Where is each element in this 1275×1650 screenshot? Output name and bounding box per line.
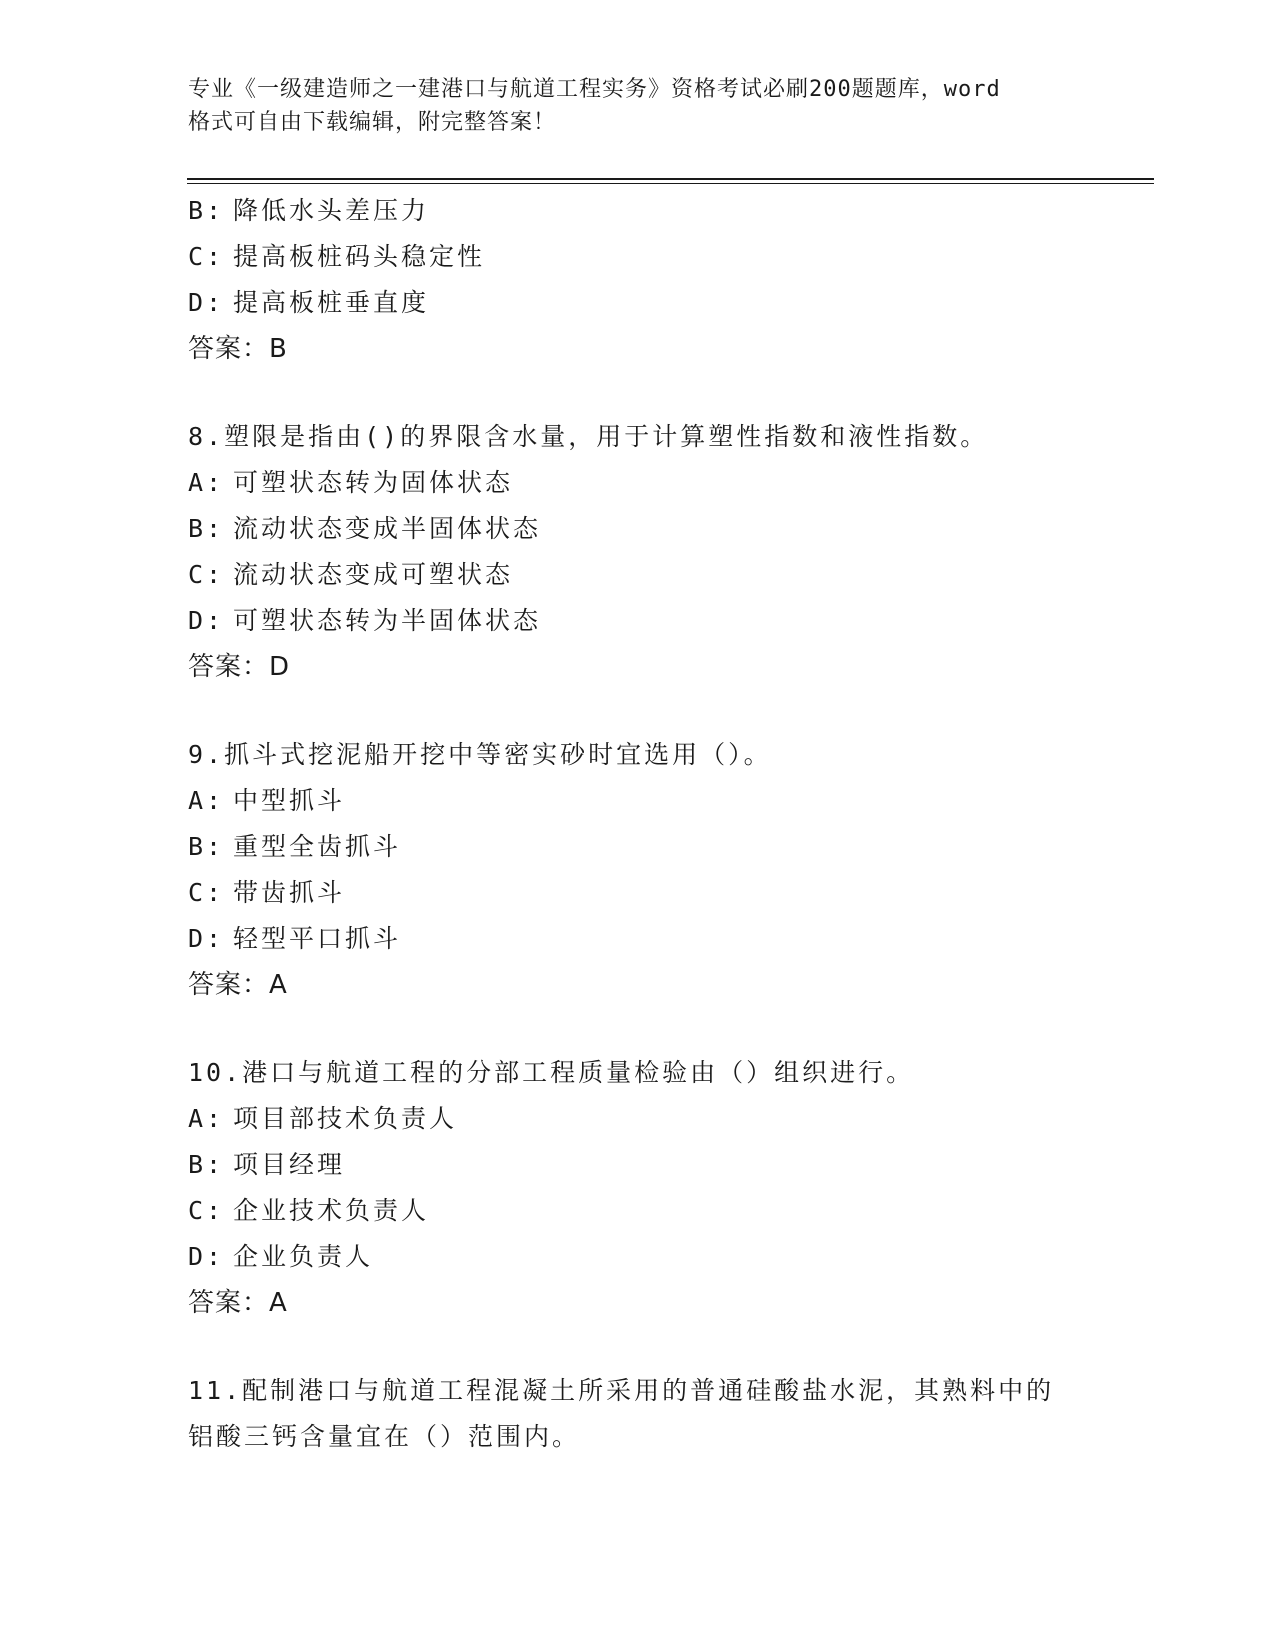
option-label: B: (188, 832, 225, 861)
option-text: 轻型平口抓斗 (233, 924, 402, 953)
document-header (188, 73, 1088, 139)
answer-line: 答案：B (188, 334, 288, 364)
option-c (188, 1188, 1088, 1234)
option-text: 带齿抓斗 (233, 878, 346, 907)
option-label: A: (188, 1104, 225, 1133)
option-c (188, 552, 1088, 598)
option-a (188, 778, 1088, 824)
option-label: B: (188, 196, 225, 225)
option-text: 流动状态变成可塑状态 (233, 560, 514, 589)
option-c (188, 870, 1088, 916)
question-block-8 (188, 414, 1088, 690)
header-title-line-2: 格式可自由下载编辑，附完整答案！ (188, 110, 557, 135)
option-text: 降低水头差压力 (233, 196, 430, 225)
option-text: 可塑状态转为固体状态 (233, 468, 514, 497)
option-a (188, 460, 1088, 506)
question-block-11 (188, 1368, 1088, 1460)
option-label: B: (188, 514, 225, 543)
option-label: A: (188, 786, 225, 815)
option-label: D: (188, 1242, 225, 1271)
answer-line: 答案：D (188, 652, 291, 682)
question-block-7 (188, 188, 1088, 372)
option-label: A: (188, 468, 225, 497)
option-label: C: (188, 242, 225, 271)
answer-line: 答案：A (188, 1288, 288, 1318)
header-title-line-1: 专业《一级建造师之一建港口与航道工程实务》资格考试必刷200题题库，word (188, 77, 1001, 102)
option-text: 重型全齿抓斗 (233, 832, 402, 861)
question-block-10 (188, 1050, 1088, 1326)
question-text-line-1: 11.配制港口与航道工程混凝土所采用的普通硅酸盐水泥，其熟料中的 (188, 1376, 1055, 1405)
option-d (188, 916, 1088, 962)
header-divider-thin (187, 183, 1154, 184)
option-c (188, 234, 1088, 280)
option-b (188, 1142, 1088, 1188)
spacer (188, 1008, 1088, 1050)
option-b (188, 506, 1088, 552)
question-text: 9.抓斗式挖泥船开挖中等密实砂时宜选用（）。 (188, 740, 772, 769)
spacer (188, 372, 1088, 414)
question-text: 8.塑限是指由()的界限含水量，用于计算塑性指数和液性指数。 (188, 422, 989, 451)
option-label: C: (188, 560, 225, 589)
header-divider-thick (187, 178, 1154, 180)
option-label: B: (188, 1150, 225, 1179)
option-b (188, 824, 1088, 870)
option-b (188, 188, 1088, 234)
option-label: D: (188, 924, 225, 953)
question-text: 10.港口与航道工程的分部工程质量检验由（）组织进行。 (188, 1058, 915, 1087)
question-block-9 (188, 732, 1088, 1008)
option-text: 提高板桩垂直度 (233, 288, 430, 317)
answer-line: 答案：A (188, 970, 288, 1000)
option-label: D: (188, 288, 225, 317)
option-text: 流动状态变成半固体状态 (233, 514, 542, 543)
option-d (188, 598, 1088, 644)
spacer (188, 690, 1088, 732)
option-d (188, 1234, 1088, 1280)
option-label: C: (188, 1196, 225, 1225)
option-text: 项目经理 (233, 1150, 346, 1179)
option-text: 提高板桩码头稳定性 (233, 242, 486, 271)
option-text: 可塑状态转为半固体状态 (233, 606, 542, 635)
option-text: 企业负责人 (233, 1242, 374, 1271)
option-text: 中型抓斗 (233, 786, 346, 815)
option-text: 项目部技术负责人 (233, 1104, 458, 1133)
option-text: 企业技术负责人 (233, 1196, 430, 1225)
question-list (188, 188, 1088, 1460)
option-label: D: (188, 606, 225, 635)
option-d (188, 280, 1088, 326)
question-text-line-2: 铝酸三钙含量宜在（）范围内。 (188, 1422, 581, 1451)
option-label: C: (188, 878, 225, 907)
option-a (188, 1096, 1088, 1142)
spacer (188, 1326, 1088, 1368)
